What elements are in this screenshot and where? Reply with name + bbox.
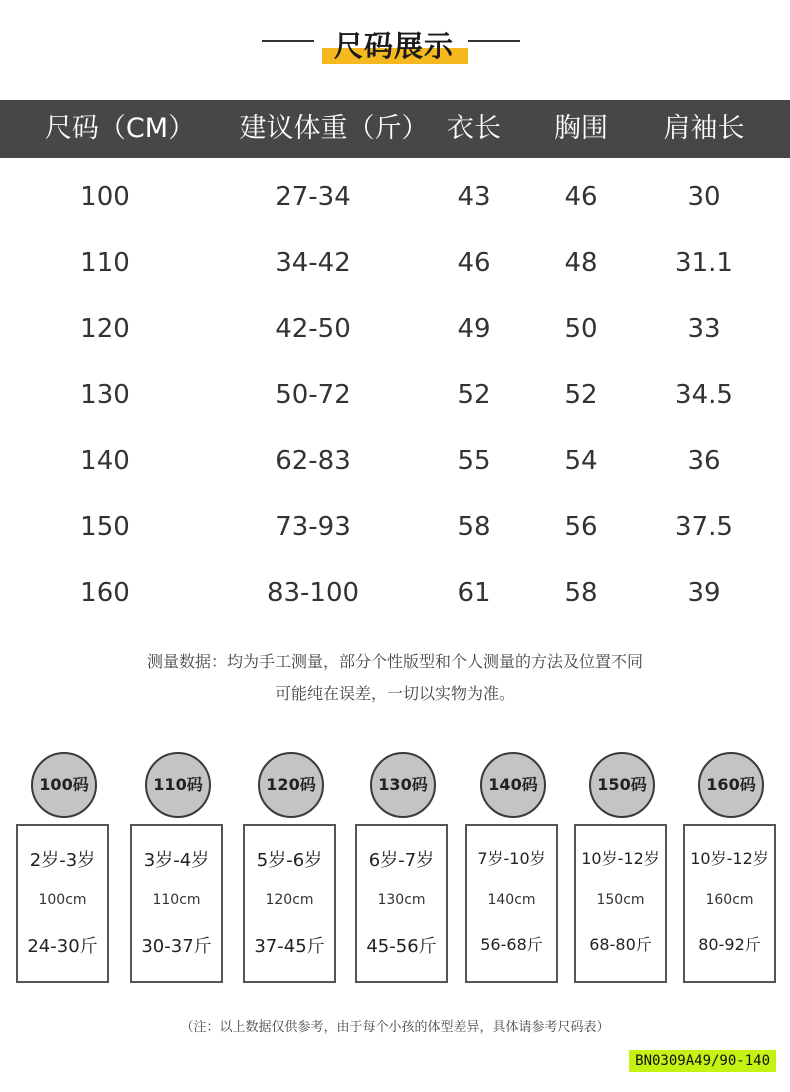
- size-badge: 100码: [31, 752, 97, 818]
- cell-size: 120: [80, 314, 130, 344]
- cell-sleeve: 33: [687, 314, 721, 344]
- cell-length: 61: [457, 578, 491, 608]
- table-row: [0, 230, 790, 296]
- size-info-box: [574, 824, 667, 983]
- table-row: [0, 362, 790, 428]
- cell-length: 55: [457, 446, 491, 476]
- cell-size: 160: [80, 578, 130, 608]
- size-info-box: [130, 824, 223, 983]
- height-value: 160cm: [705, 892, 754, 908]
- table-row: [0, 428, 790, 494]
- cell-length: 43: [457, 182, 491, 212]
- note-line-1: 测量数据：均为手工测量，部分个性版型和个人测量的方法及位置不同: [146, 652, 643, 671]
- footer-disclaimer: （注：以上数据仅供参考，由于每个小孩的体型差异，具体请参考尺码表）: [180, 1020, 610, 1035]
- cell-sleeve: 34.5: [675, 380, 733, 410]
- size-badge: 110码: [145, 752, 211, 818]
- age-range: 7岁-10岁: [477, 849, 546, 868]
- size-info-box: [355, 824, 448, 983]
- cell-size: 110: [80, 248, 130, 278]
- header-sleeve: 肩袖长: [663, 113, 745, 144]
- cell-chest: 50: [564, 314, 598, 344]
- table-row: [0, 560, 790, 626]
- size-badge: 150码: [589, 752, 655, 818]
- height-value: 120cm: [265, 892, 314, 908]
- weight-range: 30-37斤: [141, 936, 212, 957]
- cell-length: 46: [457, 248, 491, 278]
- title-divider-right: [468, 40, 520, 42]
- height-value: 130cm: [377, 892, 426, 908]
- size-info-box: [16, 824, 109, 983]
- size-badge: 120码: [258, 752, 324, 818]
- weight-range: 37-45斤: [254, 936, 325, 957]
- height-value: 150cm: [596, 892, 645, 908]
- weight-range: 56-68斤: [480, 935, 543, 954]
- age-range: 6岁-7岁: [368, 850, 435, 871]
- cell-chest: 56: [564, 512, 598, 542]
- cell-length: 52: [457, 380, 491, 410]
- measurement-note: [0, 646, 790, 710]
- size-badge: 130码: [370, 752, 436, 818]
- cell-sleeve: 30: [687, 182, 721, 212]
- title-text: 尺码展示: [333, 29, 454, 63]
- height-value: 110cm: [152, 892, 201, 908]
- size-info-box: [465, 824, 558, 983]
- cell-weight: 42-50: [275, 314, 351, 344]
- age-range: 3岁-4岁: [143, 850, 210, 871]
- title-divider-left: [262, 40, 314, 42]
- section-title: [0, 22, 790, 68]
- size-table-header: [0, 100, 790, 158]
- header-chest: 胸围: [554, 113, 608, 144]
- height-value: 140cm: [487, 892, 536, 908]
- note-line-2: 可能纯在误差，一切以实物为准。: [274, 684, 515, 703]
- cell-sleeve: 37.5: [675, 512, 733, 542]
- cell-weight: 34-42: [275, 248, 351, 278]
- cell-size: 140: [80, 446, 130, 476]
- cell-sleeve: 31.1: [675, 248, 733, 278]
- cell-weight: 62-83: [275, 446, 351, 476]
- size-info-box: [683, 824, 776, 983]
- header-weight: 建议体重（斤）: [239, 113, 429, 144]
- cell-chest: 54: [564, 446, 598, 476]
- weight-range: 68-80斤: [589, 935, 652, 954]
- cell-length: 58: [457, 512, 491, 542]
- age-range: 2岁-3岁: [29, 850, 96, 871]
- weight-range: 80-92斤: [698, 935, 761, 954]
- height-value: 100cm: [38, 892, 87, 908]
- size-table-body: [0, 164, 790, 626]
- cell-size: 100: [80, 182, 130, 212]
- cell-sleeve: 36: [687, 446, 721, 476]
- weight-range: 45-56斤: [366, 936, 437, 957]
- cell-chest: 48: [564, 248, 598, 278]
- header-size: 尺码（CM）: [44, 113, 196, 144]
- cell-weight: 73-93: [275, 512, 351, 542]
- table-row: [0, 494, 790, 560]
- cell-weight: 83-100: [266, 578, 360, 608]
- cell-chest: 52: [564, 380, 598, 410]
- age-range: 10岁-12岁: [690, 849, 769, 868]
- cell-length: 49: [457, 314, 491, 344]
- cell-weight: 50-72: [275, 380, 351, 410]
- header-length: 衣长: [447, 113, 501, 144]
- cell-sleeve: 39: [687, 578, 721, 608]
- weight-range: 24-30斤: [27, 936, 98, 957]
- cell-weight: 27-34: [275, 182, 351, 212]
- size-info-box: [243, 824, 336, 983]
- cell-size: 150: [80, 512, 130, 542]
- table-row: [0, 296, 790, 362]
- age-range: 5岁-6岁: [256, 850, 323, 871]
- size-badge: 160码: [698, 752, 764, 818]
- cell-chest: 46: [564, 182, 598, 212]
- size-badge: 140码: [480, 752, 546, 818]
- product-code-tag: BN0309A49/90-140: [629, 1050, 776, 1072]
- cell-chest: 58: [564, 578, 598, 608]
- table-row: [0, 164, 790, 230]
- age-range: 10岁-12岁: [581, 849, 660, 868]
- cell-size: 130: [80, 380, 130, 410]
